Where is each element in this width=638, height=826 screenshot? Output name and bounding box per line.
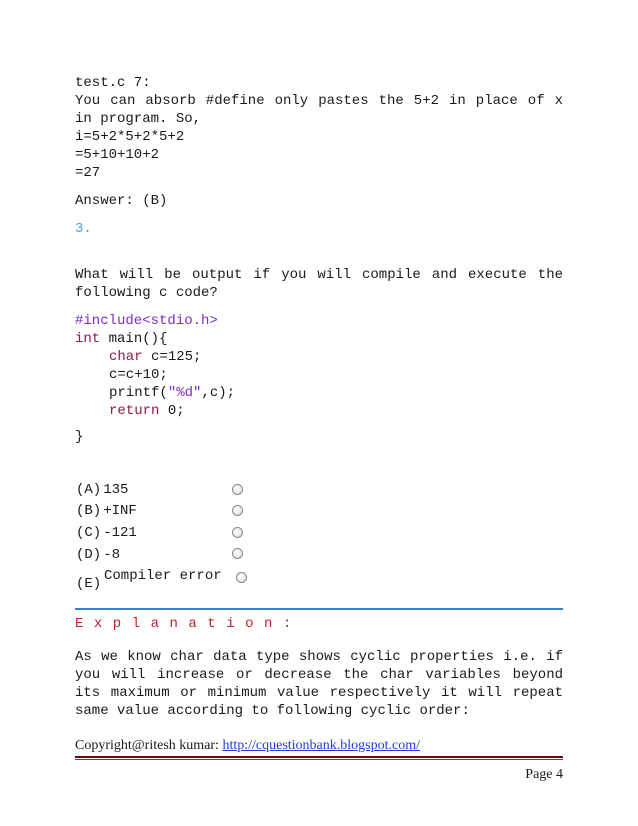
radio-icon[interactable] — [232, 484, 243, 495]
code-close-brace: } — [75, 429, 84, 445]
code-string: "%d" — [167, 385, 202, 401]
explanation-text: As we know char data type shows cyclic properties i.e. if you will increase or decrease the char variables beyond its maximum or minimum value respectively it will repeat same value according to following cyclic order: — [75, 649, 563, 719]
question-text: What will be output if you will compile and execute the following c code? — [75, 267, 563, 301]
option-b[interactable] — [76, 502, 137, 520]
option-label: (C) — [76, 525, 102, 541]
code-text: 0; — [159, 403, 185, 419]
code-keyword: int — [75, 331, 101, 347]
code-text: main(){ — [100, 331, 168, 347]
code-text: ,c); — [201, 385, 236, 401]
option-e-text[interactable]: Compiler error — [104, 568, 222, 584]
equation-line: =27 — [75, 165, 101, 181]
section-divider — [75, 608, 563, 610]
code-char-line — [75, 348, 235, 366]
test-block — [75, 74, 563, 182]
option-label: (E) — [76, 576, 102, 592]
code-block — [75, 312, 235, 420]
page-number: Page 4 — [525, 767, 563, 782]
code-keyword: return — [109, 403, 160, 419]
code-main-line — [75, 330, 235, 348]
code-assign-line: c=c+10; — [109, 367, 168, 383]
option-label: (A) — [76, 482, 102, 498]
code-text: c=125; — [142, 349, 202, 365]
equation-line: i=5+2*5+2*5+2 — [75, 129, 185, 145]
test-paragraph: You can absorb #define only pastes the 5+2 in place of x in program. So, — [75, 93, 563, 127]
copyright-text: Copyright@ritesh kumar: — [75, 738, 223, 753]
code-include: #include<stdio.h> — [75, 313, 218, 329]
radio-icon[interactable] — [236, 572, 247, 583]
test-heading: test.c 7: — [75, 75, 151, 91]
radio-icon[interactable] — [232, 548, 243, 559]
code-keyword: char — [109, 349, 143, 365]
option-c[interactable] — [76, 524, 137, 542]
option-text: +INF — [103, 503, 137, 519]
code-return-line — [75, 402, 235, 420]
option-label: (D) — [76, 547, 102, 563]
explanation-heading: Explanation: — [75, 616, 302, 632]
option-text: 135 — [103, 482, 129, 498]
option-a[interactable] — [76, 481, 128, 499]
blog-link[interactable]: http://cquestionbank.blogspot.com/ — [222, 738, 420, 753]
equation-line: =5+10+10+2 — [75, 147, 160, 163]
footer-rule — [75, 759, 563, 760]
code-text: printf( — [109, 385, 168, 401]
question-number: 3. — [75, 221, 92, 237]
option-e-label-row[interactable] — [76, 575, 101, 593]
option-text: -8 — [103, 547, 121, 563]
option-d[interactable] — [76, 546, 120, 564]
option-text: -121 — [103, 525, 137, 541]
radio-icon[interactable] — [232, 527, 243, 538]
radio-icon[interactable] — [232, 505, 243, 516]
code-printf-line — [75, 384, 235, 402]
answer-text: Answer: (B) — [75, 193, 168, 209]
footer-copyright — [75, 738, 420, 754]
option-label: (B) — [76, 503, 102, 519]
footer-rule — [75, 756, 563, 758]
